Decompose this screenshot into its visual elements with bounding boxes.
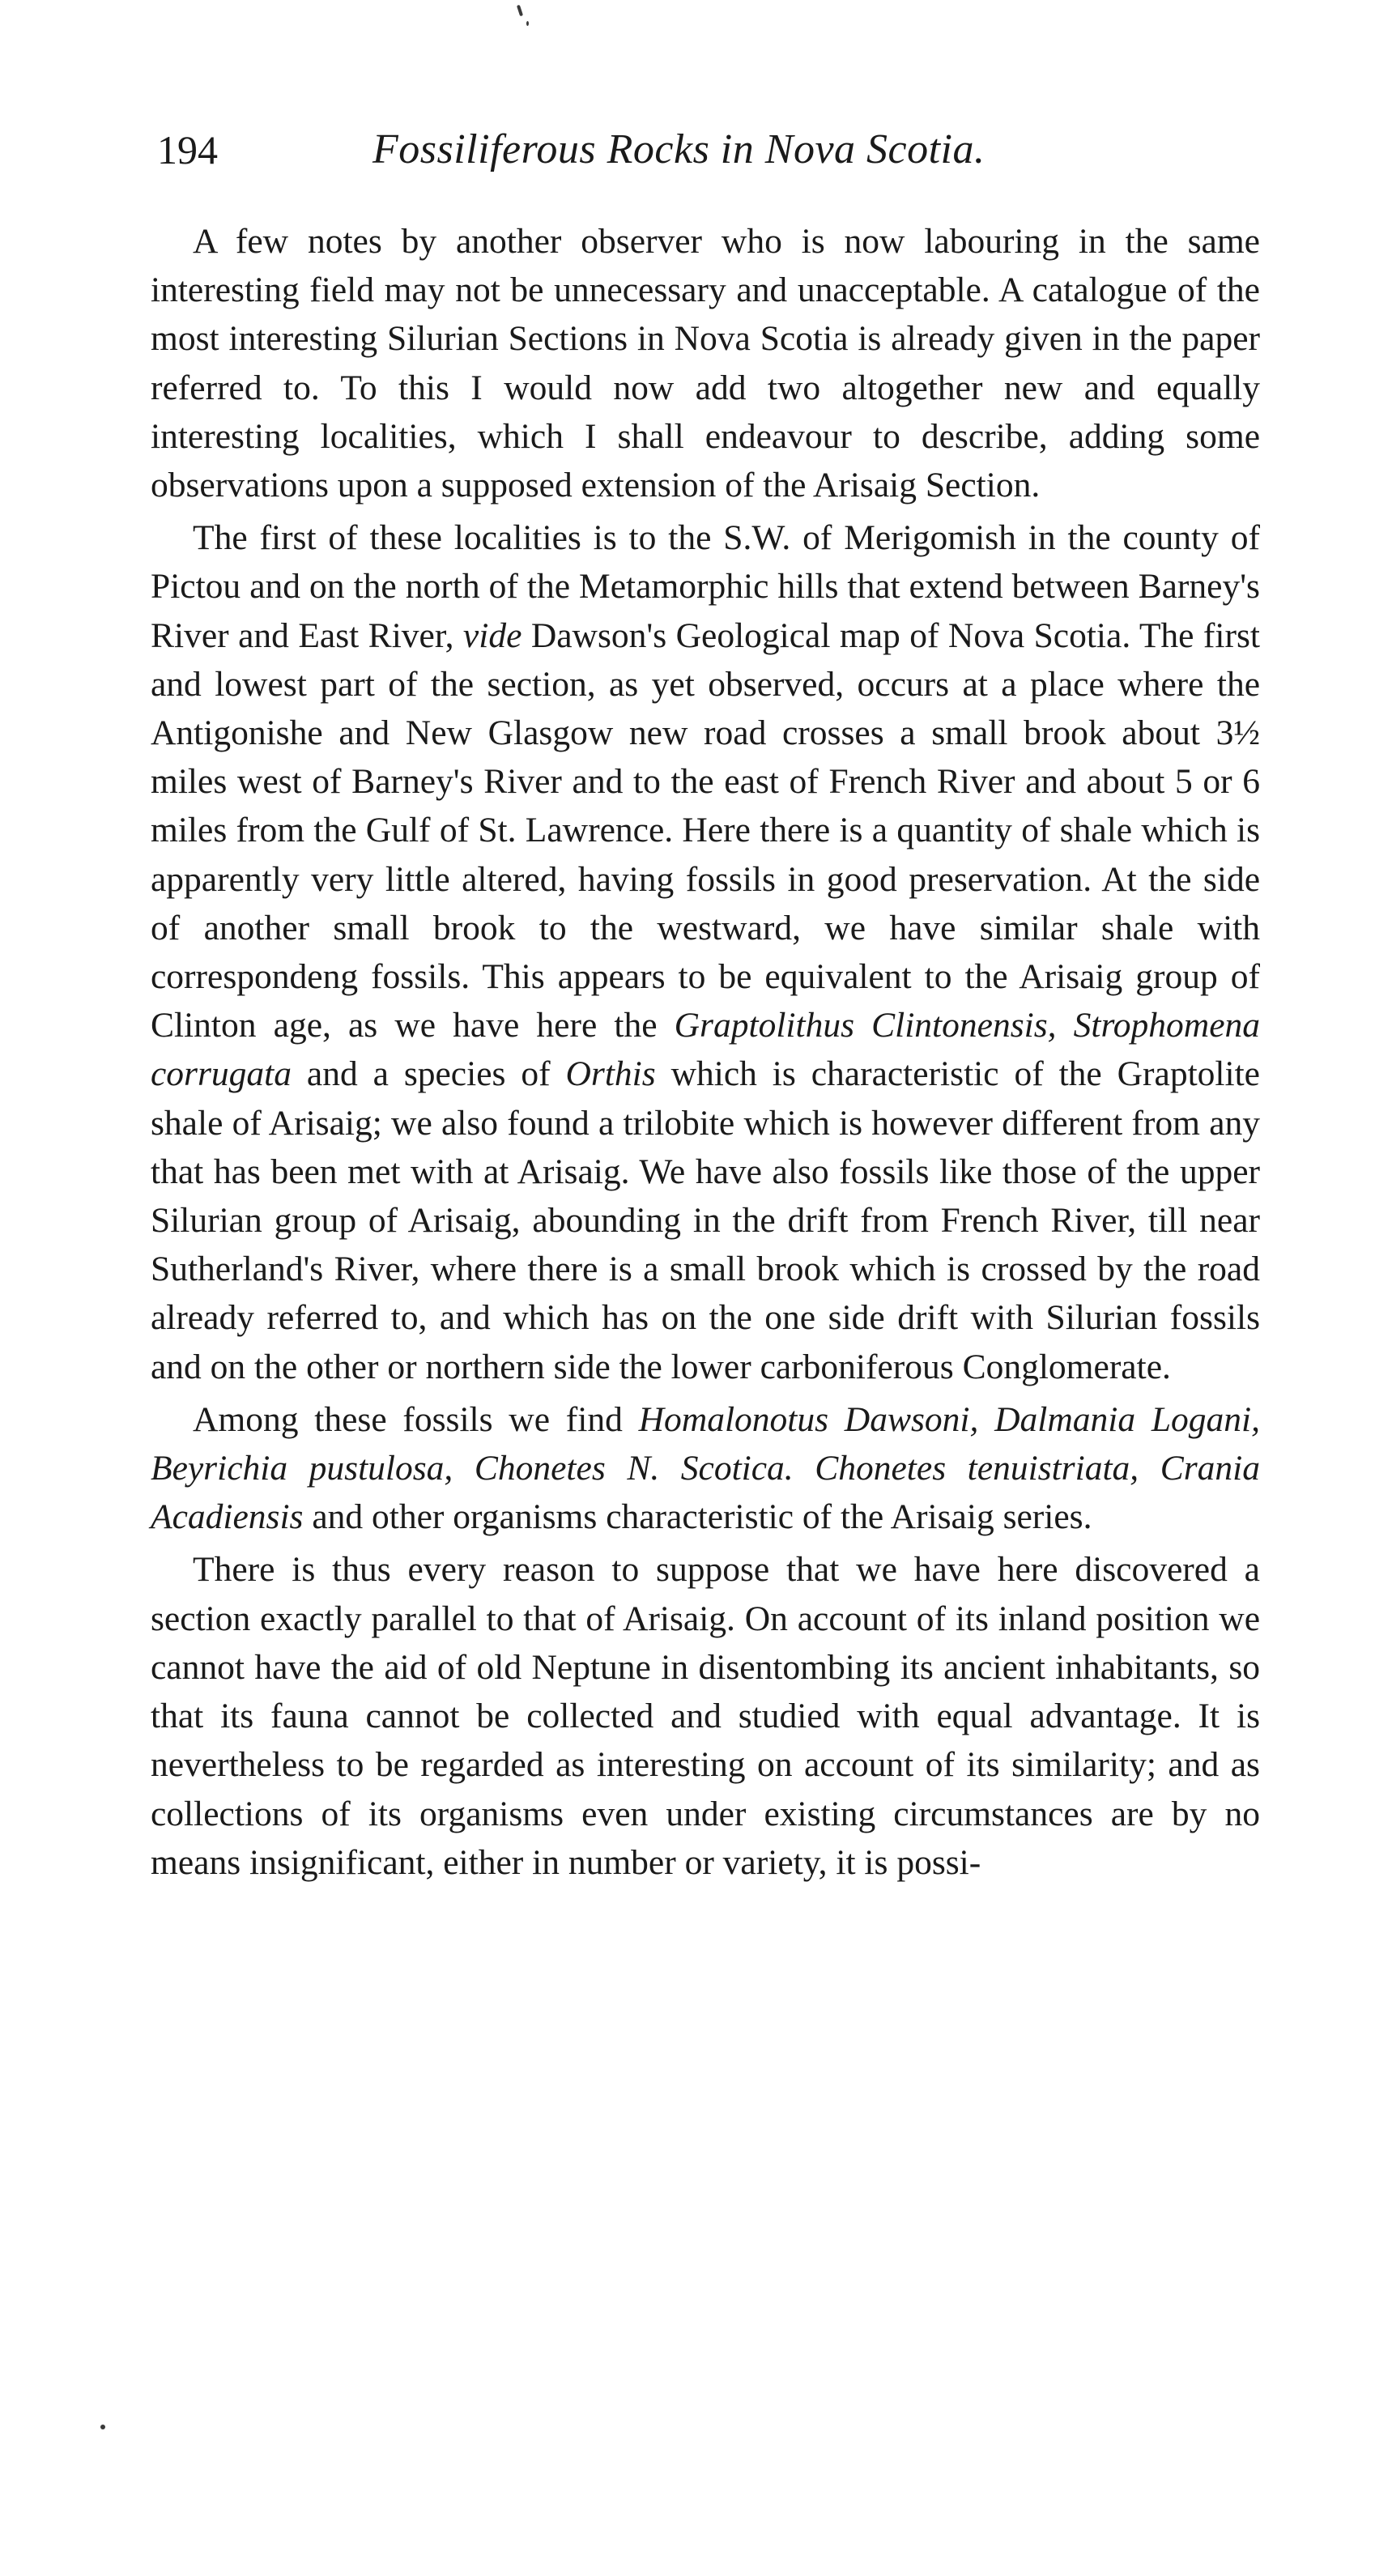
italic-text: Graptolithus Clintonensis, Strophomena corrugata [151, 1006, 1261, 1094]
running-title: Fossiliferous Rocks in Nova Scotia. [372, 126, 985, 172]
ink-speck-left-bottom [100, 2425, 105, 2429]
paragraph [151, 1545, 1260, 1886]
text-run: Among these fossils we find [193, 1399, 639, 1439]
ink-speck-top [517, 5, 523, 17]
paragraph [151, 217, 1260, 509]
italic-text: vide [462, 615, 522, 655]
text-run: and other organisms characteristic of the Arisaig series. [303, 1497, 1092, 1537]
page-number: 194 [157, 127, 218, 172]
ink-speck-top-small [526, 21, 529, 26]
paragraph [151, 513, 1260, 1391]
paragraph [151, 1395, 1260, 1542]
italic-text: Homalonotus Dawsoni, Dalmania Logani, Beyrichia pustulosa, Chonetes N. Scotica. Chonetes tenuistriata, Crania Acadiensis [151, 1399, 1260, 1537]
text-run: There is thus every reason to suppose that we have here discovered a section exactly parallel to that of Arisaig. On account of its inland position we cannot have the aid of old Neptune in disentombing its ancient inhabitants, so that its fauna cannot be collected and studied with equal advantage. It is nevertheless to be regarded as interesting on account of its similarity; and as collections of its organisms even under existing circumstances are by no means insignificant, either in number or variety, it is possi- [151, 1550, 1260, 1882]
page-header [157, 121, 1275, 178]
italic-text: Orthis [565, 1054, 656, 1094]
text-run: The first of these localities is to the S.W. of Merigomish in the county of Pictou and on the north of the Metamorphic hills that extend between Barney's River and East River, [151, 518, 1260, 655]
text-run: and a species of [292, 1054, 566, 1094]
text-run: which is characteristic of the Graptolite shale of Arisaig; we also found a trilobite which is however different from any that has been met with at Arisaig. We have also fossils like those of the upper Silurian group of Arisaig, abounding in the drift from French River, till near Sutherland's River, where there is a small brook which is crossed by the road already referred to, and which has on the one side drift with Silurian fossils and on the other or northern side the lower carboniferous Conglomerate. [151, 1054, 1260, 1386]
text-run: A few notes by another observer who is now labouring in the same interesting field may not be unnecessary and unacceptable. A catalogue of the most interesting Silurian Sections in Nova Scotia is already given in the paper referred to. To this I would now add two altogether new and equally interesting localities, which I shall endeavour to describe, adding some observations upon a supposed extension of the Arisaig Section. [151, 222, 1260, 505]
text-run: Dawson's Geological map of Nova Scotia. The first and lowest part of the section, as yet observed, occurs at a place where the Antigonishe and New Glasgow new road crosses a small brook about 3½ miles west of Barney's River and to the east of French River and about 5 or 6 miles from the Gulf of St. Lawrence. Here there is a quantity of shale which is apparently very little altered, having fossils in good preservation. At the side of another small brook to the westward, we have similar shale with correspondeng fossils. This appears to be equivalent to the Arisaig group of Clinton age, as we have here the [151, 615, 1261, 1045]
body-text [151, 217, 1260, 1891]
